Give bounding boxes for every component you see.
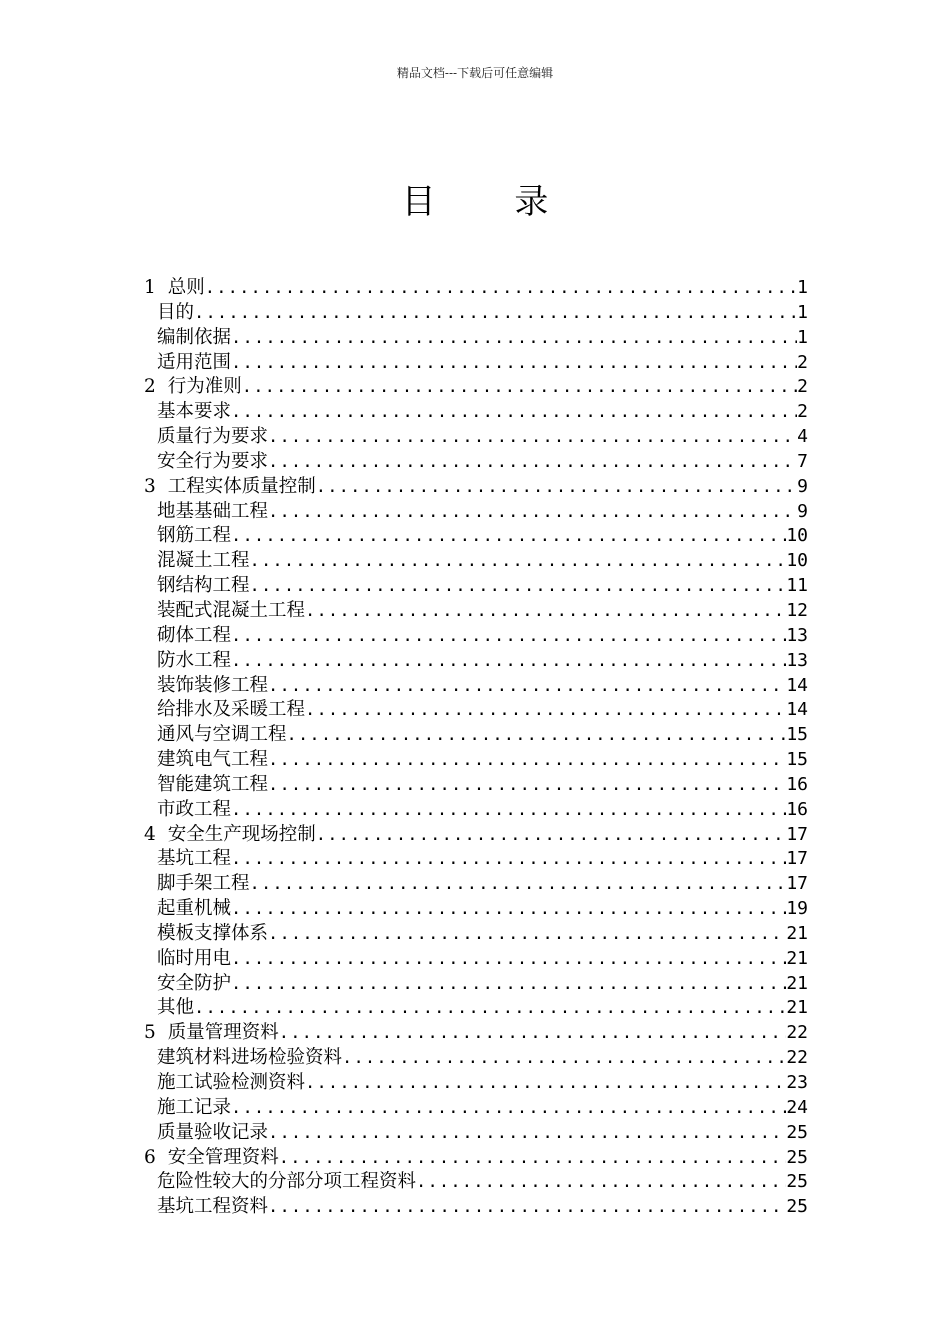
- toc-page-number: 2: [797, 401, 808, 423]
- toc-entry-title: 质量验收记录: [157, 1121, 269, 1143]
- toc-page-number: 2: [797, 376, 808, 398]
- toc-entry-title: 基坑工程: [157, 848, 232, 870]
- toc-entry-title: 行为准则: [167, 376, 242, 398]
- toc-entry-title: 基坑工程资料: [157, 1196, 269, 1218]
- dot-leader: [242, 375, 797, 400]
- toc-section-entry[interactable]: [144, 326, 808, 351]
- toc-entry-title: 模板支撑体系: [157, 922, 269, 944]
- toc-page-number: 15: [786, 724, 808, 746]
- dot-leader: [268, 1121, 786, 1146]
- dot-leader: [194, 996, 786, 1021]
- dot-leader: [316, 823, 787, 848]
- toc-entry-title: 装饰装修工程: [157, 674, 269, 696]
- dot-leader: [305, 1071, 786, 1096]
- toc-page-number: 25: [786, 1121, 808, 1143]
- toc-section-entry[interactable]: [144, 723, 808, 748]
- dot-leader: [231, 897, 786, 922]
- toc-chapter-entry[interactable]: [144, 1146, 808, 1171]
- toc-entry-title: 地基基础工程: [157, 500, 269, 522]
- toc-chapter-number: 6: [144, 1146, 156, 1168]
- dot-leader: [205, 276, 797, 301]
- toc-section-entry[interactable]: [144, 524, 808, 549]
- toc-page-number: 17: [786, 823, 808, 845]
- toc-page-number: 21: [786, 922, 808, 944]
- toc-page-number: 16: [786, 773, 808, 795]
- toc-entry-title: 危险性较大的分部分项工程资料: [157, 1171, 417, 1193]
- toc-page-number: 21: [786, 972, 808, 994]
- toc-page-number: 17: [786, 848, 808, 870]
- toc-entry-title: 适用范围: [157, 351, 232, 373]
- toc-entry-title: 市政工程: [157, 798, 232, 820]
- dot-leader: [268, 1195, 786, 1220]
- toc-section-entry[interactable]: [144, 574, 808, 599]
- toc-page-number: 14: [786, 674, 808, 696]
- toc-section-entry[interactable]: [144, 425, 808, 450]
- toc-chapter-number: 5: [144, 1022, 156, 1044]
- toc-entry-title: 总则: [167, 277, 205, 298]
- toc-entry-title: 钢筋工程: [157, 525, 232, 547]
- toc-entry-title: 砌体工程: [157, 624, 232, 646]
- toc-page-number: 1: [797, 326, 808, 348]
- toc-section-entry[interactable]: [144, 549, 808, 574]
- toc-section-entry[interactable]: [144, 1096, 808, 1121]
- toc-entry-title: 基本要求: [157, 401, 232, 423]
- dot-leader: [231, 400, 797, 425]
- toc-page-number: 14: [786, 699, 808, 721]
- dot-leader: [416, 1170, 786, 1195]
- dot-leader: [342, 1046, 786, 1071]
- dot-leader: [305, 698, 786, 723]
- dot-leader: [268, 773, 786, 798]
- toc-page-number: 25: [786, 1196, 808, 1218]
- dot-leader: [279, 1021, 787, 1046]
- toc-page-number: 10: [786, 525, 808, 547]
- toc-page-number: 21: [786, 997, 808, 1019]
- toc-entry-title: 质量行为要求: [157, 426, 269, 448]
- dot-leader: [231, 326, 797, 351]
- toc-page-number: 9: [797, 475, 808, 497]
- toc-page-number: 7: [797, 450, 808, 472]
- dot-leader: [268, 922, 786, 947]
- dot-leader: [305, 599, 786, 624]
- toc-page-number: 25: [786, 1146, 808, 1168]
- toc-page-number: 13: [786, 624, 808, 646]
- toc-page-number: 24: [786, 1096, 808, 1118]
- toc-section-entry[interactable]: [144, 1046, 808, 1071]
- toc-page-number: 21: [786, 947, 808, 969]
- toc-section-entry[interactable]: [144, 599, 808, 624]
- dot-leader: [231, 351, 797, 376]
- toc-entry-title: 其他: [157, 997, 195, 1019]
- toc-section-entry[interactable]: [144, 500, 808, 525]
- dot-leader: [268, 748, 786, 773]
- toc-entry-title: 安全管理资料: [167, 1146, 279, 1168]
- toc-section-entry[interactable]: [144, 450, 808, 475]
- toc-page-number: 12: [786, 599, 808, 621]
- toc-entry-title: 施工记录: [157, 1096, 232, 1118]
- toc-page-number: 1: [797, 277, 808, 298]
- toc-section-entry[interactable]: [144, 674, 808, 699]
- toc-section-entry[interactable]: [144, 301, 808, 326]
- toc-entry-title: 安全行为要求: [157, 450, 269, 472]
- dot-leader: [268, 425, 797, 450]
- toc-entry-title: 装配式混凝土工程: [157, 599, 306, 621]
- toc-section-entry[interactable]: [144, 698, 808, 723]
- toc-section-entry[interactable]: [144, 872, 808, 897]
- toc-entry-title: 智能建筑工程: [157, 773, 269, 795]
- toc-page-number: 23: [786, 1072, 808, 1093]
- page-title: 目 录: [401, 182, 583, 222]
- toc-section-entry[interactable]: [144, 1170, 808, 1195]
- toc-chapter-entry[interactable]: [144, 276, 808, 301]
- dot-leader: [250, 872, 787, 897]
- toc-page-number: 4: [797, 426, 808, 448]
- dot-leader: [231, 798, 786, 823]
- toc-page-number: 2: [797, 351, 808, 373]
- toc-section-entry[interactable]: [144, 847, 808, 872]
- dot-leader: [231, 649, 786, 674]
- toc-entry-title: 给排水及采暖工程: [157, 699, 306, 721]
- toc-chapter-number: 1: [144, 277, 156, 298]
- dot-leader: [231, 624, 786, 649]
- toc-entry-title: 混凝土工程: [157, 550, 250, 572]
- toc-entry-title: 编制依据: [157, 326, 232, 348]
- toc-section-entry[interactable]: [144, 1195, 808, 1220]
- toc-chapter-entry[interactable]: [144, 823, 808, 848]
- dot-leader: [268, 450, 797, 475]
- toc-section-entry[interactable]: [144, 972, 808, 997]
- toc-entry-title: 工程实体质量控制: [167, 475, 316, 497]
- toc-entry-title: 防水工程: [157, 649, 232, 671]
- toc-chapter-entry[interactable]: [144, 1021, 808, 1046]
- toc-page-number: 10: [786, 550, 808, 572]
- toc-section-entry[interactable]: [144, 624, 808, 649]
- toc-section-entry[interactable]: [144, 996, 808, 1021]
- dot-leader: [231, 1096, 786, 1121]
- toc-page-number: 15: [786, 749, 808, 771]
- toc-page-number: 19: [786, 898, 808, 920]
- dot-leader: [231, 947, 786, 972]
- dot-leader: [279, 1146, 787, 1171]
- toc-chapter-number: 3: [144, 475, 156, 497]
- toc-page-number: 1: [797, 301, 808, 323]
- toc-chapter-number: 4: [144, 823, 156, 845]
- toc-entry-title: 钢结构工程: [157, 575, 250, 597]
- toc-page-number: 22: [786, 1022, 808, 1044]
- toc-entry-title: 安全防护: [157, 972, 232, 994]
- dot-leader: [231, 972, 786, 997]
- toc-entry-title: 施工试验检测资料: [157, 1072, 306, 1093]
- toc-section-entry[interactable]: [144, 649, 808, 674]
- toc-page-number: 16: [786, 798, 808, 820]
- toc-page-number: 9: [797, 500, 808, 522]
- toc-page-number: 17: [786, 873, 808, 895]
- toc-entry-title: 建筑电气工程: [157, 749, 269, 771]
- toc-section-entry[interactable]: [144, 773, 808, 798]
- dot-leader: [250, 549, 787, 574]
- toc-entry-title: 建筑材料进场检验资料: [157, 1047, 343, 1069]
- toc-entry-title: 起重机械: [157, 898, 232, 920]
- toc-page-number: 11: [786, 575, 808, 597]
- toc-section-entry[interactable]: [144, 748, 808, 773]
- dot-leader: [268, 674, 786, 699]
- dot-leader: [268, 500, 797, 525]
- toc-section-entry[interactable]: [144, 798, 808, 823]
- toc-chapter-number: 2: [144, 376, 156, 398]
- toc-page-number: 13: [786, 649, 808, 671]
- toc-section-entry[interactable]: [144, 947, 808, 972]
- toc-section-entry[interactable]: [144, 351, 808, 376]
- toc-entry-title: 脚手架工程: [157, 873, 250, 895]
- toc-section-entry[interactable]: [144, 897, 808, 922]
- toc-entry-title: 临时用电: [157, 947, 232, 969]
- toc-entry-title: 目的: [157, 301, 195, 323]
- dot-leader: [287, 723, 787, 748]
- table-of-contents: [144, 276, 808, 1220]
- toc-entry-title: 通风与空调工程: [157, 724, 287, 746]
- toc-section-entry[interactable]: [144, 1071, 808, 1096]
- dot-leader: [231, 524, 786, 549]
- dot-leader: [231, 847, 786, 872]
- toc-section-entry[interactable]: [144, 922, 808, 947]
- page-header: 精品文档---下载后可任意编辑: [396, 66, 554, 80]
- dot-leader: [316, 475, 797, 500]
- toc-chapter-entry[interactable]: [144, 375, 808, 400]
- toc-chapter-entry[interactable]: [144, 475, 808, 500]
- toc-page-number: 25: [786, 1171, 808, 1193]
- toc-section-entry[interactable]: [144, 1121, 808, 1146]
- toc-entry-title: 安全生产现场控制: [167, 823, 316, 845]
- dot-leader: [250, 574, 787, 599]
- toc-entry-title: 质量管理资料: [167, 1022, 279, 1044]
- toc-section-entry[interactable]: [144, 400, 808, 425]
- dot-leader: [194, 301, 797, 326]
- toc-page-number: 22: [786, 1047, 808, 1069]
